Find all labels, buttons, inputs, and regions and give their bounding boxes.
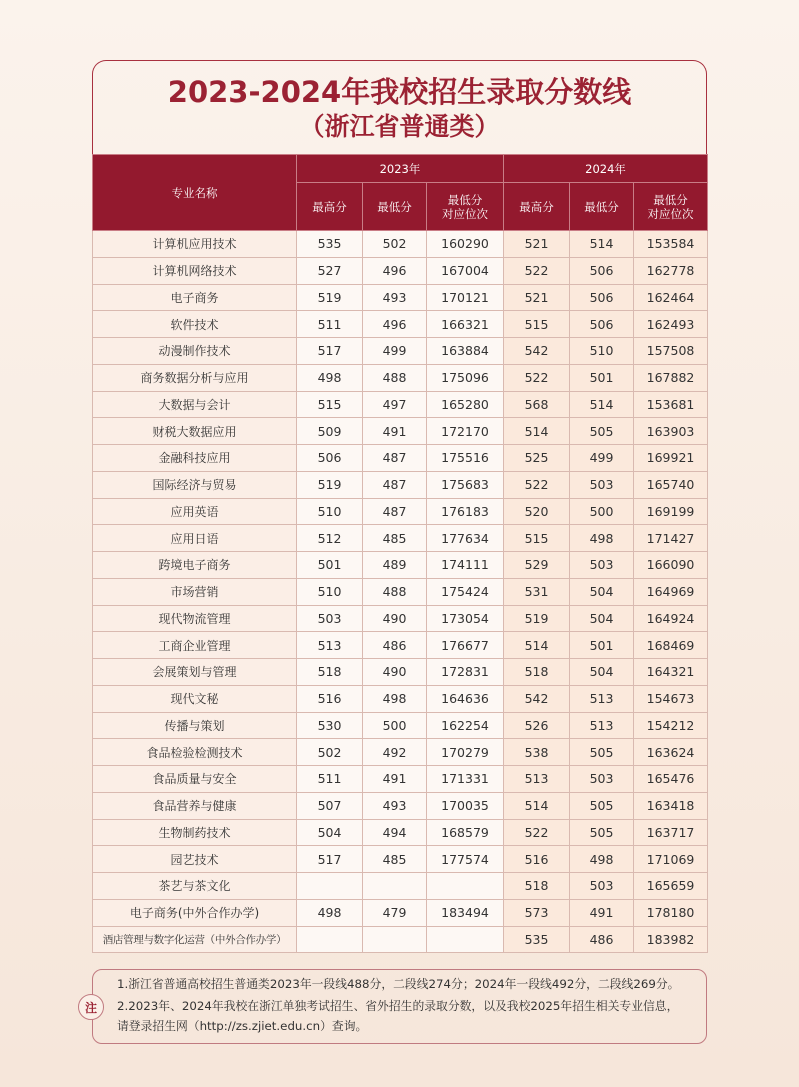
score-cell-b-rank: 164321 [634,659,708,686]
table-row [93,846,708,873]
score-cell-b-max: 520 [504,498,570,525]
score-cell-b-min: 498 [570,525,634,552]
score-cell-a-min: 490 [363,605,427,632]
score-cell-b-rank: 154673 [634,685,708,712]
score-cell-b-min: 513 [570,712,634,739]
note-line-2: 2.2023年、2024年我校在浙江单独考试招生、省外招生的录取分数，以及我校2025年招生相关专业信息， [117,999,679,1013]
score-cell-b-min: 504 [570,659,634,686]
table-row [93,338,708,365]
score-cell-a-min: 499 [363,338,427,365]
score-cell-b-rank: 171427 [634,525,708,552]
note-line-1: 1.浙江省普通高校招生普通类2023年一段线488分，二段线274分；2024年一段线492分，二段线269分。 [117,977,680,991]
score-cell-a-rank: 171331 [427,766,504,793]
score-cell-a-max: 516 [297,685,363,712]
score-cell-b-rank: 166090 [634,552,708,579]
score-cell-a-min: 485 [363,525,427,552]
score-cell-b-max: 518 [504,873,570,900]
score-cell-b-rank: 171069 [634,846,708,873]
score-cell-b-min: 503 [570,873,634,900]
score-cell-a-min: 479 [363,899,427,926]
score-cell-b-rank: 178180 [634,899,708,926]
score-cell-b-rank: 168469 [634,632,708,659]
score-cell-b-max: 526 [504,712,570,739]
score-cell-b-rank: 164969 [634,578,708,605]
score-cell-a-max [297,926,363,953]
score-cell-b-rank: 153584 [634,231,708,258]
score-cell-a-min: 493 [363,792,427,819]
header-major-name: 专业名称 [93,155,297,231]
score-cell-a-min: 488 [363,578,427,605]
score-cell-a-max: 511 [297,311,363,338]
score-cell-b-min: 501 [570,364,634,391]
score-cell-a-rank: 177634 [427,525,504,552]
score-cell-a-rank: 175683 [427,471,504,498]
score-cell-b-max: 515 [504,525,570,552]
score-cell-b-min: 506 [570,257,634,284]
table-row [93,712,708,739]
score-cell-b-min: 505 [570,739,634,766]
score-cell-b-max: 522 [504,364,570,391]
score-cell-b-max: 519 [504,605,570,632]
score-cell-a-min: 502 [363,231,427,258]
score-cell-a-rank: 172831 [427,659,504,686]
score-cell-a-max: 503 [297,605,363,632]
major-name-cell: 计算机应用技术 [93,231,297,258]
major-name-cell: 应用日语 [93,525,297,552]
major-name-cell: 园艺技术 [93,846,297,873]
header-rank-line2: 对应位次 [647,206,694,221]
major-name-cell: 动漫制作技术 [93,338,297,365]
score-cell-b-rank: 163717 [634,819,708,846]
score-cell-b-max: 514 [504,418,570,445]
score-cell-b-max: 516 [504,846,570,873]
score-cell-a-rank: 176677 [427,632,504,659]
major-name-cell: 会展策划与管理 [93,659,297,686]
score-cell-b-rank: 183982 [634,926,708,953]
major-name-cell: 传播与策划 [93,712,297,739]
major-name-cell: 应用英语 [93,498,297,525]
table-row [93,471,708,498]
score-cell-a-rank: 168579 [427,819,504,846]
score-cell-b-rank: 167882 [634,364,708,391]
table-row [93,552,708,579]
score-cell-a-min: 490 [363,659,427,686]
score-cell-b-rank: 165659 [634,873,708,900]
score-cell-a-max: 530 [297,712,363,739]
score-cell-a-rank: 162254 [427,712,504,739]
score-cell-a-min: 487 [363,471,427,498]
score-cell-a-rank: 175424 [427,578,504,605]
page-subtitle: （浙江省普通类） [299,112,500,141]
page-title: 2023-2024年我校招生录取分数线 [167,75,632,109]
score-cell-b-rank: 163903 [634,418,708,445]
major-name-cell: 生物制药技术 [93,819,297,846]
score-cell-b-min: 513 [570,685,634,712]
score-cell-b-min: 503 [570,766,634,793]
score-cell-b-rank: 165476 [634,766,708,793]
score-cell-b-max: 514 [504,792,570,819]
score-cell-a-rank [427,873,504,900]
table-row [93,578,708,605]
major-name-cell: 电子商务(中外合作办学) [93,899,297,926]
score-cell-b-max: 514 [504,632,570,659]
score-cell-a-min: 496 [363,257,427,284]
score-cell-a-max: 513 [297,632,363,659]
score-cell-a-max: 510 [297,498,363,525]
score-cell-a-max: 506 [297,445,363,472]
score-cell-b-rank: 162778 [634,257,708,284]
table-row [93,418,708,445]
score-cell-b-max: 522 [504,471,570,498]
table-row [93,525,708,552]
score-cell-a-rank: 167004 [427,257,504,284]
score-cell-b-rank: 162493 [634,311,708,338]
major-name-cell: 计算机网络技术 [93,257,297,284]
score-cell-a-min: 491 [363,766,427,793]
header-2024-rank [634,183,708,231]
score-cell-a-rank: 170279 [427,739,504,766]
table-row [93,873,708,900]
score-cell-a-rank: 165280 [427,391,504,418]
score-cell-a-min [363,926,427,953]
score-cell-a-max: 527 [297,257,363,284]
score-cell-b-min: 505 [570,418,634,445]
header-year-2023: 2023年 [297,155,504,183]
score-cell-a-min: 485 [363,846,427,873]
major-name-cell: 食品检验检测技术 [93,739,297,766]
score-cell-b-max: 542 [504,685,570,712]
score-cell-a-min: 492 [363,739,427,766]
score-cell-b-max: 535 [504,926,570,953]
score-cell-a-rank: 183494 [427,899,504,926]
table-row [93,792,708,819]
major-name-cell: 财税大数据应用 [93,418,297,445]
score-cell-b-rank: 163418 [634,792,708,819]
score-cell-a-min: 487 [363,445,427,472]
score-cell-b-rank: 165740 [634,471,708,498]
major-name-cell: 国际经济与贸易 [93,471,297,498]
major-name-cell: 现代物流管理 [93,605,297,632]
score-cell-b-min: 499 [570,445,634,472]
score-cell-a-min: 489 [363,552,427,579]
score-cell-b-max: 531 [504,578,570,605]
score-cell-b-min: 514 [570,391,634,418]
table-row [93,284,708,311]
major-name-cell: 茶艺与茶文化 [93,873,297,900]
score-cell-b-max: 529 [504,552,570,579]
score-cell-b-min: 510 [570,338,634,365]
score-cell-b-min: 505 [570,819,634,846]
score-cell-b-max: 521 [504,284,570,311]
score-cell-a-rank: 164636 [427,685,504,712]
score-cell-a-min: 493 [363,284,427,311]
table-row [93,659,708,686]
score-cell-a-rank: 175516 [427,445,504,472]
notes-badge: 注 [78,994,104,1020]
score-cell-a-rank: 176183 [427,498,504,525]
score-cell-a-max: 507 [297,792,363,819]
score-cell-a-max: 504 [297,819,363,846]
score-cell-b-min: 491 [570,899,634,926]
table-row [93,766,708,793]
score-cell-a-max: 518 [297,659,363,686]
header-rank-line1: 最低分 [653,192,688,207]
score-cell-b-max: 518 [504,659,570,686]
score-cell-a-rank: 173054 [427,605,504,632]
major-name-cell: 食品营养与健康 [93,792,297,819]
score-cell-b-max: 573 [504,899,570,926]
score-cell-a-min: 498 [363,685,427,712]
table-row [93,739,708,766]
score-cell-b-min: 500 [570,498,634,525]
score-cell-a-max: 512 [297,525,363,552]
score-cell-b-max: 521 [504,231,570,258]
major-name-cell: 商务数据分析与应用 [93,364,297,391]
score-table [92,154,708,953]
score-cell-a-max: 502 [297,739,363,766]
major-name-cell: 工商企业管理 [93,632,297,659]
table-row [93,445,708,472]
score-cell-b-min: 503 [570,552,634,579]
score-cell-b-rank: 164924 [634,605,708,632]
table-row [93,926,708,953]
score-cell-a-rank [427,926,504,953]
major-name-cell: 跨境电子商务 [93,552,297,579]
score-cell-a-max [297,873,363,900]
major-name-cell: 电子商务 [93,284,297,311]
major-name-cell: 现代文秘 [93,685,297,712]
score-cell-b-min: 503 [570,471,634,498]
score-cell-b-max: 568 [504,391,570,418]
table-row [93,364,708,391]
score-cell-a-max: 511 [297,766,363,793]
score-cell-a-max: 519 [297,471,363,498]
major-name-cell: 酒店管理与数字化运营（中外合作办学） [93,926,297,953]
score-cell-a-max: 501 [297,552,363,579]
score-cell-b-min: 498 [570,846,634,873]
table-row [93,498,708,525]
score-cell-a-rank: 163884 [427,338,504,365]
score-cell-b-rank: 163624 [634,739,708,766]
score-cell-a-rank: 170035 [427,792,504,819]
score-cell-a-rank: 177574 [427,846,504,873]
score-cell-a-min [363,873,427,900]
score-cell-a-min: 496 [363,311,427,338]
table-row [93,632,708,659]
table-row [93,605,708,632]
score-cell-b-max: 515 [504,311,570,338]
table-row [93,685,708,712]
score-cell-b-min: 506 [570,284,634,311]
major-name-cell: 软件技术 [93,311,297,338]
score-cell-b-rank: 153681 [634,391,708,418]
score-cell-b-rank: 169199 [634,498,708,525]
header-year-2024: 2024年 [504,155,708,183]
score-cell-a-min: 497 [363,391,427,418]
score-cell-a-rank: 160290 [427,231,504,258]
note-line-3: 请登录招生网（http://zs.zjiet.edu.cn）查询。 [117,1019,368,1033]
score-cell-a-min: 494 [363,819,427,846]
score-cell-b-min: 486 [570,926,634,953]
score-cell-b-min: 505 [570,792,634,819]
score-cell-a-min: 500 [363,712,427,739]
score-cell-b-max: 513 [504,766,570,793]
score-cell-b-min: 506 [570,311,634,338]
score-cell-a-max: 509 [297,418,363,445]
score-cell-b-max: 542 [504,338,570,365]
table-row [93,231,708,258]
score-cell-b-rank: 169921 [634,445,708,472]
score-cell-b-max: 538 [504,739,570,766]
score-cell-a-max: 498 [297,899,363,926]
score-cell-b-min: 504 [570,605,634,632]
header-rank-line1: 最低分 [447,192,483,207]
score-cell-b-max: 525 [504,445,570,472]
header-2023-min: 最低分 [363,183,427,231]
score-cell-a-rank: 174111 [427,552,504,579]
score-table-body [93,231,708,953]
score-cell-a-min: 487 [363,498,427,525]
header-2024-max: 最高分 [504,183,570,231]
score-cell-a-max: 535 [297,231,363,258]
score-cell-b-max: 522 [504,257,570,284]
score-cell-a-rank: 166321 [427,311,504,338]
score-cell-a-rank: 175096 [427,364,504,391]
score-cell-b-rank: 162464 [634,284,708,311]
header-2024-min: 最低分 [570,183,634,231]
table-row [93,311,708,338]
table-row [93,899,708,926]
major-name-cell: 金融科技应用 [93,445,297,472]
table-row [93,819,708,846]
score-cell-a-min: 486 [363,632,427,659]
score-cell-a-max: 515 [297,391,363,418]
score-cell-b-rank: 154212 [634,712,708,739]
score-cell-a-rank: 172170 [427,418,504,445]
score-cell-a-max: 510 [297,578,363,605]
table-row [93,391,708,418]
score-cell-a-max: 517 [297,846,363,873]
score-cell-a-max: 498 [297,364,363,391]
major-name-cell: 食品质量与安全 [93,766,297,793]
major-name-cell: 大数据与会计 [93,391,297,418]
score-cell-a-rank: 170121 [427,284,504,311]
score-cell-b-min: 501 [570,632,634,659]
score-cell-a-min: 488 [363,364,427,391]
score-cell-b-rank: 157508 [634,338,708,365]
score-cell-a-max: 517 [297,338,363,365]
score-cell-b-min: 504 [570,578,634,605]
header-2023-max: 最高分 [297,183,363,231]
score-cell-a-min: 491 [363,418,427,445]
score-cell-b-min: 514 [570,231,634,258]
score-cell-a-max: 519 [297,284,363,311]
header-2023-rank [427,183,504,231]
major-name-cell: 市场营销 [93,578,297,605]
table-row [93,257,708,284]
header-rank-line2: 对应位次 [442,206,488,221]
score-cell-b-max: 522 [504,819,570,846]
